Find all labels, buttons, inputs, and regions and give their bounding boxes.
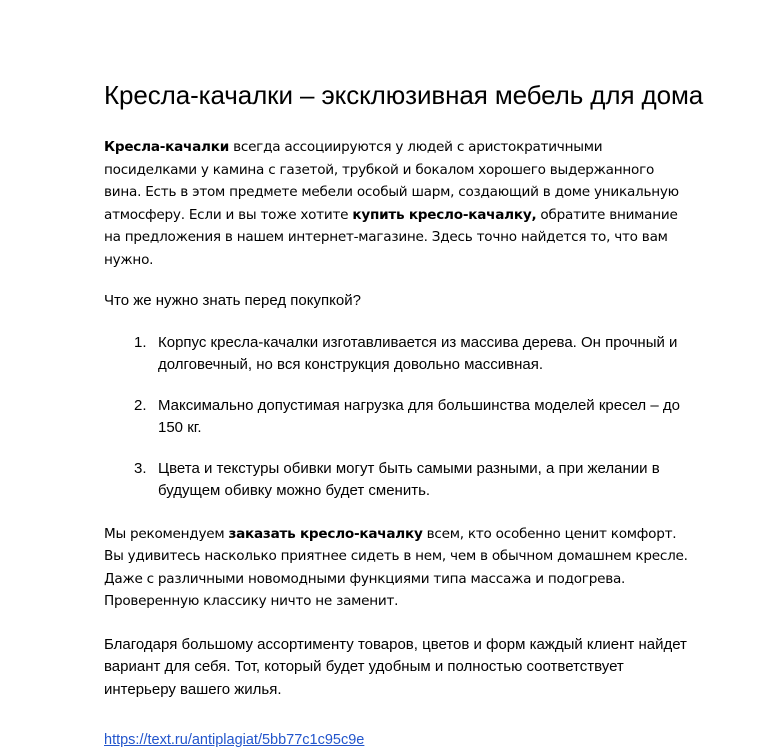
numbered-list: [104, 332, 692, 503]
intro-bold-lead: Кресла-качалки: [104, 139, 230, 155]
recommend-bold-order-phrase: заказать кресло-качалку: [228, 525, 423, 542]
intro-text-part1: всегда ассоциируются у людей с аристократичными посиделками у камина с газетой, трубкой и бокалом хорошего выдержанного вина. Есть в этом предмете мебели особый шарм, создающий в доме уникальную атмосферу. Если и вы тоже хотите: [104, 139, 679, 223]
list-item-marker: 2.: [134, 396, 147, 414]
list-item: [104, 395, 692, 440]
recommend-text-part1: Мы рекомендуем: [104, 525, 229, 542]
list-item: [104, 458, 692, 503]
list-item-marker: 3.: [134, 459, 147, 477]
antiplagiat-link[interactable]: https://text.ru/antiplagiat/5bb77c1c95c9e: [104, 732, 365, 748]
intro-bold-buy-phrase: купить кресло-качалку,: [352, 206, 537, 223]
link-row: [104, 730, 692, 750]
list-item: [104, 332, 692, 377]
intro-text-part2: обратите внимание на предложения в нашем интернет-магазине. Здесь точно найдется то, что вам нужно.: [104, 206, 678, 268]
page-title: Кресла-качалки – эксклюзивная мебель для дома: [104, 80, 704, 110]
document-content: [104, 0, 704, 750]
list-item-text: Корпус кресла-качалки изготавливается из массива дерева. Он прочный и долговечный, но вся конструкция довольно массивная.: [158, 333, 678, 373]
paragraph-assortment: Благодаря большому ассортименту товаров, цветов и форм каждый клиент найдет вариант для себя. Тот, который будет удобным и полностью соответствует интерьеру вашего жилья.: [104, 635, 687, 698]
list-item-text: Цвета и текстуры обивки могут быть самыми разными, а при желании в будущем обивку можно будет сменить.: [158, 459, 660, 499]
list-item-marker: 1.: [134, 333, 147, 351]
paragraph-intro: [104, 136, 692, 271]
paragraph-recommendation: [104, 523, 692, 613]
paragraph-question: Что же нужно знать перед покупкой?: [104, 292, 361, 309]
list-item-text: Максимально допустимая нагрузка для большинства моделей кресел – до 150 кг.: [158, 396, 680, 436]
recommend-text-part2: всем, кто особенно ценит комфорт. Вы удивитесь насколько приятнее сидеть в нем, чем в обычном домашнем кресле. Даже с различными новомодными функциями типа массажа и подогрева. Проверенную классику ничто не заменит.: [104, 525, 688, 609]
